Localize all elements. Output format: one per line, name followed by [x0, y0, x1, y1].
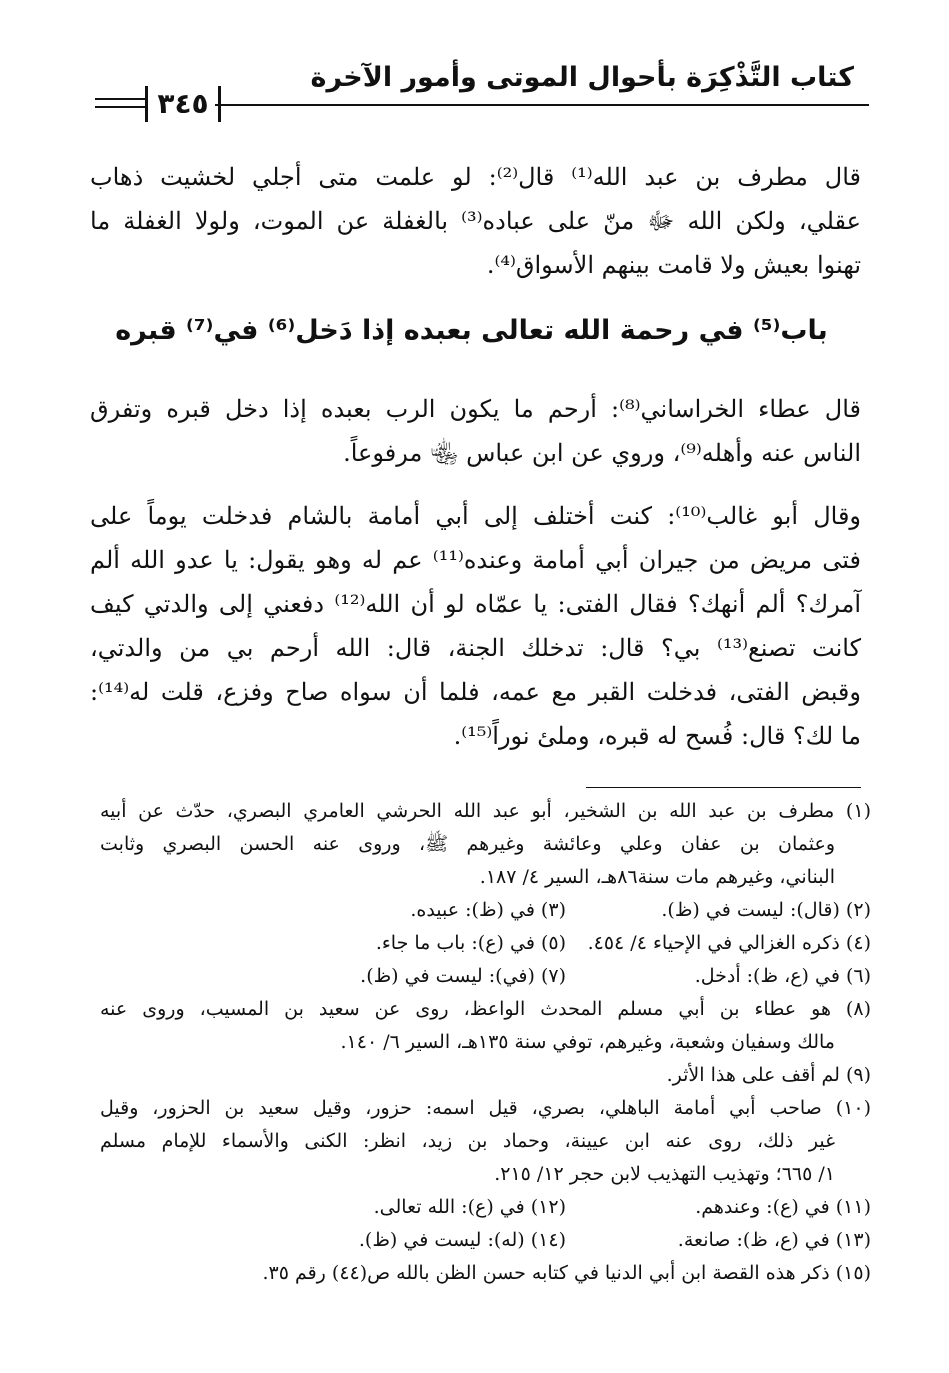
footnote-10-cont: غير ذلك، روى عنه ابن عيينة، وحماد بن زيد، انظر: الكنى والأسماء للإمام مسلم	[100, 1130, 835, 1152]
footnote-1-cont: وعثمان بن عفان وعلي وعائشة وغيرهم ﷺ، وروى عنه الحسن البصري وثابت	[100, 833, 835, 855]
footnote-4: (٤) ذكره الغزالي في الإحياء ٤/ ٤٥٤.	[587, 932, 871, 954]
running-header-title: كتاب التَّذْكِرَة بأحوال الموتى وأمور الآخرة	[310, 62, 854, 93]
footnote-row	[100, 1191, 871, 1224]
footnote-6: (٦) في (ع، ظ): أدخل.	[694, 965, 871, 987]
footnote-11: (١١) في (ع): وعندهم.	[695, 1196, 871, 1218]
chapter-heading: باب⁽⁵⁾ في رحمة الله تعالى بعبده إذا دَخل⁽⁶⁾ في⁽⁷⁾ قبره	[115, 315, 828, 346]
text-line: الناس عنه وأهله⁽⁹⁾، وروي عن ابن عباس ﵄ مرفوعاً.	[343, 439, 861, 467]
footnote-row	[100, 927, 871, 960]
footnote-separator	[586, 787, 861, 788]
header-rule	[215, 104, 869, 106]
footnote-10: (١٠) صاحب أبي أمامة الباهلي، بصري، قيل اسمه: حزور، وقيل سعيد بن الحزور، وقيل	[100, 1097, 871, 1119]
header-rule-left-lower	[95, 106, 145, 108]
footnote-row	[100, 960, 871, 993]
footnote-5: (٥) في (ع): باب ما جاء.	[375, 932, 566, 954]
footnote-8-cont: مالك وسفيان وشعبة، وغيرهم، توفي سنة ١٣٥هـ، السير ٦/ ١٤٠.	[340, 1031, 835, 1053]
footnote-1: (١) مطرف بن عبد الله بن الشخير، أبو عبد الله الحرشي العامري البصري، حدّث عن أبيه	[100, 800, 871, 822]
text-line: قال مطرف بن عبد الله⁽¹⁾ قال⁽²⁾: لو علمت متى أجلي لخشيت ذهاب	[90, 163, 862, 191]
footnotes	[100, 795, 871, 1290]
text-line: وقبض الفتى، فدخلت القبر مع عمه، فلما أن سواه صاح وفزع، قلت له⁽¹⁴⁾:	[90, 678, 861, 706]
footnote-3: (٣) في (ظ): عبيده.	[410, 899, 566, 921]
text-line: تهنوا بعيش ولا قامت بينهم الأسواق⁽⁴⁾.	[486, 251, 861, 279]
text-line: كانت تصنع⁽¹³⁾ بي؟ قال: تدخلك الجنة، قال: الله أرحم بي من والدتي،	[90, 634, 861, 662]
footnote-12: (١٢) في (ع): الله تعالى.	[373, 1196, 566, 1218]
text-line: عقلي، ولكن الله ﷻ منّ على عباده⁽³⁾ بالغفلة عن الموت، ولولا الغفلة ما	[90, 207, 861, 235]
paragraph-abu-ghalib	[90, 494, 861, 758]
paragraph-mutarrif	[90, 155, 861, 287]
footnote-14: (١٤) (له): ليست في (ظ).	[358, 1229, 566, 1251]
paragraph-ata	[90, 387, 861, 475]
footnote-1-cont: البناني، وغيرهم مات سنة٨٦هـ، السير ٤/ ١٨٧.	[479, 866, 835, 888]
footnote-13: (١٣) في (ع، ظ): صانعة.	[677, 1229, 871, 1251]
footnote-10-cont: ١/ ٦٦٥؛ وتهذيب التهذيب لابن حجر ١٢/ ٢١٥.	[494, 1163, 835, 1185]
footnote-8: (٨) هو عطاء بن أبي مسلم المحدث الواعظ، روى عن سعيد بن المسيب، وروى عنه	[100, 998, 871, 1020]
text-line: قال عطاء الخراساني⁽⁸⁾: أرحم ما يكون الرب بعبده إذا دخل قبره وتفرق	[90, 395, 861, 423]
footnote-row	[100, 1224, 871, 1257]
footnote-7: (٧) (في): ليست في (ظ).	[360, 965, 566, 987]
text-line: فتى مريض من جيران أبي أمامة وعنده⁽¹¹⁾ عم له وهو يقول: يا عدو الله ألم	[90, 546, 861, 574]
footnote-9: (٩) لم أقف على هذا الأثر.	[666, 1064, 871, 1086]
header-rule-left-upper	[95, 98, 145, 100]
text-line: آمرك؟ ألم أنهك؟ فقال الفتى: يا عمّاه لو أن الله⁽¹²⁾ دفعني إلى والدتي كيف	[90, 590, 861, 618]
page-number: ٣٤٥	[145, 86, 221, 122]
footnote-15: (١٥) ذكر هذه القصة ابن أبي الدنيا في كتابه حسن الظن بالله ص(٤٤) رقم ٣٥.	[262, 1262, 871, 1284]
footnote-2: (٢) (قال): ليست في (ظ).	[661, 899, 871, 921]
footnote-row	[100, 894, 871, 927]
text-line: وقال أبو غالب⁽¹⁰⁾: كنت أختلف إلى أبي أمامة بالشام فدخلت يوماً على	[90, 502, 862, 530]
text-line: ما لك؟ قال: فُسح له قبره، وملئ نوراً⁽¹⁵⁾.	[453, 722, 861, 750]
